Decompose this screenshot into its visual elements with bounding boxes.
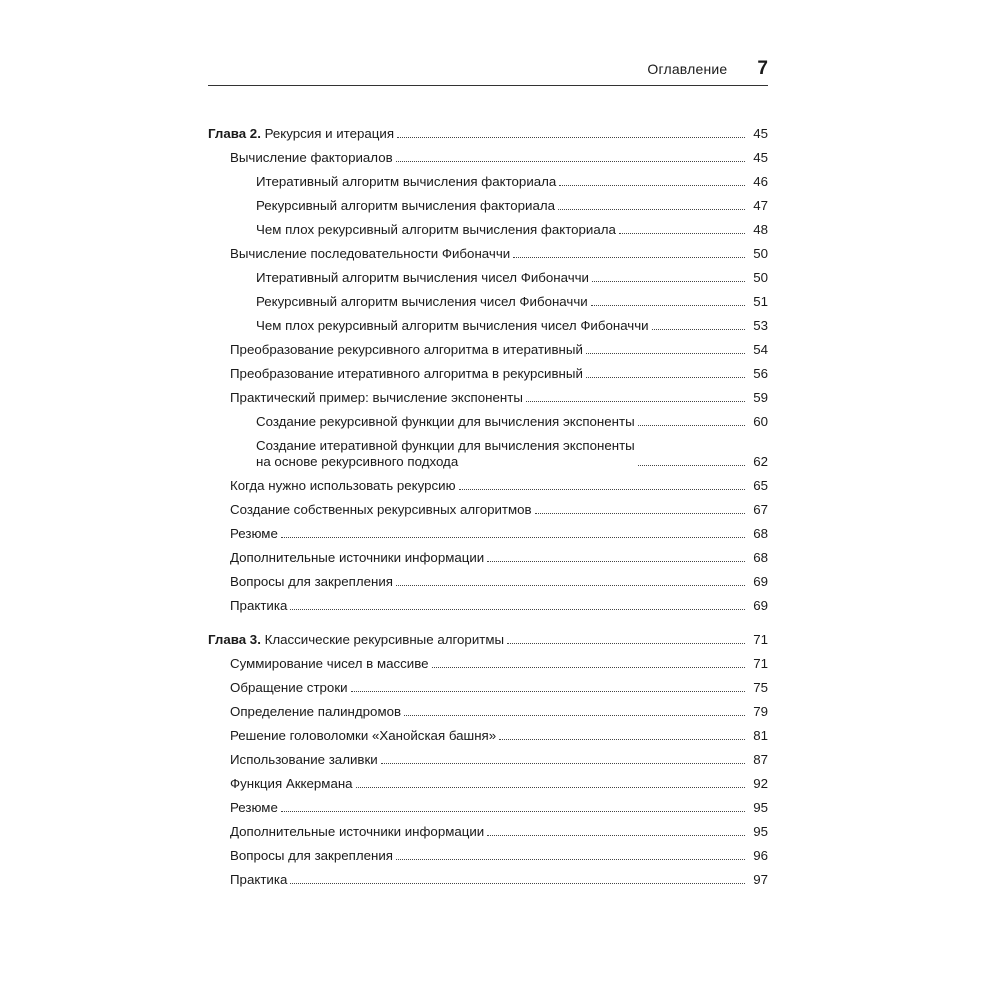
leader-dots (638, 465, 745, 466)
chapter-3-title: Классические рекурсивные алгоритмы (264, 632, 505, 647)
header-rule (208, 85, 768, 86)
header-title: Оглавление (647, 61, 728, 77)
page-number: 68 (753, 526, 768, 541)
toc-entry-label-line1: Создание итеративной функции для вычисления экспоненты (256, 438, 635, 453)
running-header (208, 58, 768, 86)
leader-dots (558, 209, 745, 210)
leader-dots (559, 185, 745, 186)
leader-dots (592, 281, 745, 282)
leader-dots (356, 787, 745, 788)
toc-entry (208, 336, 768, 360)
leader-dots (586, 353, 745, 354)
toc-entry (208, 264, 768, 288)
page-number: 60 (753, 414, 768, 429)
toc-entry-label: Практика (230, 598, 288, 613)
leader-dots (652, 329, 745, 330)
toc-entry-label: Дополнительные источники информации (230, 824, 485, 839)
toc-entry-label: Дополнительные источники информации (230, 550, 485, 565)
leader-dots (591, 305, 745, 306)
toc-entry-label: Рекурсивный алгоритм вычисления факториала (256, 198, 556, 213)
toc-entry-label-line2: на основе рекурсивного подхода (256, 454, 459, 469)
toc-entry (208, 496, 768, 520)
page-number: 95 (753, 824, 768, 839)
page-number: 71 (753, 656, 768, 671)
toc-entry (208, 240, 768, 264)
leader-dots (586, 377, 745, 378)
page-number: 75 (753, 680, 768, 695)
page-number: 87 (753, 752, 768, 767)
toc-entry (208, 746, 768, 770)
chapter-2-title: Рекурсия и итерация (264, 126, 395, 141)
leader-dots (281, 811, 745, 812)
chapter-2 (208, 120, 768, 616)
toc-entry (208, 650, 768, 674)
page-number: 50 (753, 270, 768, 285)
toc-entry (208, 312, 768, 336)
toc-entry-label: Использование заливки (230, 752, 378, 767)
page-number: 47 (753, 198, 768, 213)
toc-entry-label (256, 438, 635, 470)
toc-entry-label: Резюме (230, 800, 278, 815)
toc-entry (208, 544, 768, 568)
toc-entry (208, 168, 768, 192)
toc-entry (208, 770, 768, 794)
leader-dots (513, 257, 745, 258)
page-number: 67 (753, 502, 768, 517)
toc-entry-label: Практика (230, 872, 288, 887)
toc-entry-label: Создание рекурсивной функции для вычисления экспоненты (256, 414, 635, 429)
toc-entry-label: Вопросы для закрепления (230, 574, 393, 589)
toc-entry-label: Когда нужно использовать рекурсию (230, 478, 456, 493)
leader-dots (459, 489, 745, 490)
toc-entry-label: Вопросы для закрепления (230, 848, 393, 863)
page-number: 96 (753, 848, 768, 863)
leader-dots (396, 585, 745, 586)
table-of-contents (208, 120, 768, 900)
leader-dots (290, 883, 745, 884)
page-number: 45 (753, 150, 768, 165)
chapter-3 (208, 626, 768, 890)
toc-entry (208, 408, 768, 432)
toc-entry-label: Резюме (230, 526, 278, 541)
leader-dots (507, 643, 745, 644)
toc-entry-label: Рекурсивный алгоритм вычисления чисел Фибоначчи (256, 294, 588, 309)
toc-entry-label: Итеративный алгоритм вычисления факториала (256, 174, 557, 189)
toc-entry-label: Определение палиндромов (230, 704, 402, 719)
leader-dots (526, 401, 745, 402)
page-number: 69 (753, 574, 768, 589)
chapter-2-heading (208, 120, 768, 144)
page-number: 54 (753, 342, 768, 357)
toc-entry-label: Создание собственных рекурсивных алгоритмов (230, 502, 532, 517)
toc-entry (208, 674, 768, 698)
page-number: 79 (753, 704, 768, 719)
toc-entry (208, 698, 768, 722)
chapter-3-heading (208, 626, 768, 650)
header-page-number: 7 (757, 58, 768, 79)
toc-entry (208, 592, 768, 616)
leader-dots (396, 859, 745, 860)
toc-entry (208, 144, 768, 168)
toc-entry (208, 722, 768, 746)
toc-entry-label: Функция Аккермана (230, 776, 353, 791)
leader-dots (619, 233, 745, 234)
chapter-3-prefix: Глава 3. (208, 632, 261, 647)
toc-entry (208, 288, 768, 312)
toc-entry-label: Чем плох рекурсивный алгоритм вычисления чисел Фибоначчи (256, 318, 649, 333)
page-number: 69 (753, 598, 768, 613)
toc-entry-label: Суммирование чисел в массиве (230, 656, 429, 671)
toc-entry-label: Преобразование итеративного алгоритма в рекурсивный (230, 366, 583, 381)
toc-entry (208, 794, 768, 818)
toc-entry-label: Вычисление факториалов (230, 150, 393, 165)
leader-dots (404, 715, 745, 716)
toc-entry (208, 842, 768, 866)
page-number: 48 (753, 222, 768, 237)
leader-dots (535, 513, 745, 514)
page-number: 65 (753, 478, 768, 493)
page-number: 97 (753, 872, 768, 887)
toc-entry-label: Решение головоломки «Ханойская башня» (230, 728, 497, 743)
toc-entry (208, 384, 768, 408)
chapter-2-prefix: Глава 2. (208, 126, 261, 141)
leader-dots (290, 609, 745, 610)
page-number: 50 (753, 246, 768, 261)
page-number: 56 (753, 366, 768, 381)
toc-entry (208, 472, 768, 496)
toc-entry (208, 520, 768, 544)
page-number: 53 (753, 318, 768, 333)
toc-entry-label: Преобразование рекурсивного алгоритма в итеративный (230, 342, 583, 357)
page-number: 71 (753, 632, 768, 647)
page-number: 81 (753, 728, 768, 743)
leader-dots (281, 537, 745, 538)
leader-dots (499, 739, 745, 740)
toc-entry (208, 866, 768, 890)
toc-entry-label: Практический пример: вычисление экспоненты (230, 390, 523, 405)
leader-dots (351, 691, 745, 692)
leader-dots (487, 561, 745, 562)
toc-entry (208, 568, 768, 592)
leader-dots (396, 161, 745, 162)
page-number: 92 (753, 776, 768, 791)
leader-dots (432, 667, 745, 668)
leader-dots (397, 137, 745, 138)
page-number: 62 (753, 454, 768, 469)
page-number: 45 (753, 126, 768, 141)
page-number: 68 (753, 550, 768, 565)
toc-entry-label: Обращение строки (230, 680, 348, 695)
toc-entry (208, 216, 768, 240)
toc-entry (208, 432, 768, 472)
leader-dots (381, 763, 745, 764)
page-number: 59 (753, 390, 768, 405)
page-number: 51 (753, 294, 768, 309)
page-number: 95 (753, 800, 768, 815)
toc-entry (208, 192, 768, 216)
toc-entry (208, 818, 768, 842)
leader-dots (638, 425, 745, 426)
toc-entry-label: Итеративный алгоритм вычисления чисел Фибоначчи (256, 270, 589, 285)
leader-dots (487, 835, 745, 836)
toc-entry (208, 360, 768, 384)
toc-entry-label: Вычисление последовательности Фибоначчи (230, 246, 511, 261)
page-number: 46 (753, 174, 768, 189)
toc-entry-label: Чем плох рекурсивный алгоритм вычисления факториала (256, 222, 616, 237)
